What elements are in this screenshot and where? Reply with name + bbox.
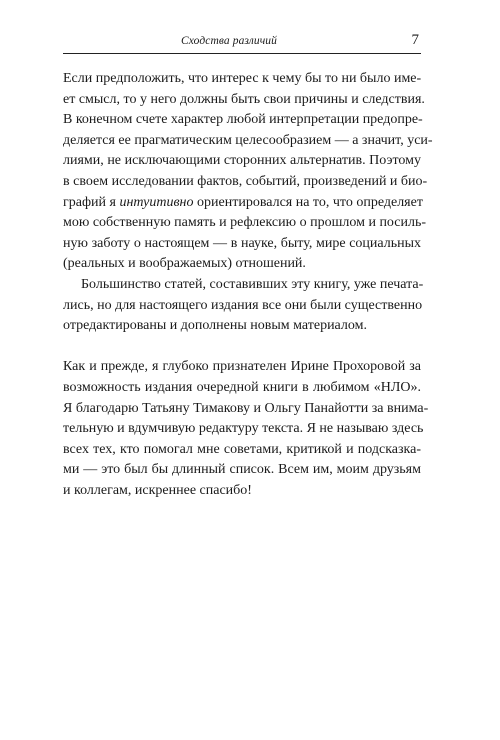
text-line: ми — это был бы длинный список. Всем им, моим друзьям — [63, 462, 421, 478]
running-header — [63, 33, 421, 54]
text-line: (реальных и воображаемых) отношений. — [63, 256, 306, 272]
text-line: лись, но для настоящего издания все они были существенно — [63, 297, 423, 313]
text-run: графий я — [63, 194, 120, 210]
text-line: отредактированы и дополнены новым материалом. — [63, 318, 367, 334]
paragraph-articles — [63, 275, 424, 337]
running-title: Сходства различий — [180, 35, 277, 47]
paragraph-intro — [63, 69, 433, 275]
text-line-with-emphasis — [63, 193, 421, 214]
body-text — [63, 69, 433, 501]
text-line: ную заботу о настоящем — в науке, быту, мире социальных — [63, 235, 421, 251]
page-number: 7 — [411, 32, 419, 48]
text-line: возможность издания очередной книги в любимом «НЛО». — [63, 379, 421, 395]
emphasis-word: интуитивно — [119, 194, 194, 210]
text-run: ориентировался на то, что определяет — [193, 194, 423, 210]
text-line: деляется ее прагматическим целесообразием — а значит, уси- — [63, 132, 433, 148]
paragraph-gap — [63, 337, 421, 358]
text-line: и коллегам, искреннее спасибо! — [63, 482, 252, 498]
text-line: в своем исследовании фактов, событий, произведений и био- — [63, 173, 428, 189]
text-line: В конечном счете характер любой интерпретации предопре- — [63, 112, 423, 128]
text-line: тельную и вдумчивую редактуру текста. Я не называю здесь — [63, 421, 424, 437]
paragraph-acknowledgements — [63, 357, 429, 501]
text-line: ет смысл, то у него должны быть свои причины и следствия. — [63, 91, 425, 107]
text-line: всех тех, кто помогал мне советами, критикой и подсказка- — [63, 441, 421, 457]
text-line: Я благодарю Татьяну Тимакову и Ольгу Панайотти за внима- — [63, 400, 429, 416]
text-line: Как и прежде, я глубоко признателен Ирине Прохоровой за — [63, 359, 421, 375]
text-line: Если предположить, что интерес к чему бы то ни было име- — [63, 71, 422, 86]
text-line: Большинство статей, составивших эту книгу, уже печата- — [81, 276, 424, 292]
text-line: лиями, не исключающими сторонних альтернатив. Поэтому — [63, 153, 421, 169]
text-line: мою собственную память и рефлексию о прошлом и посиль- — [63, 215, 427, 231]
